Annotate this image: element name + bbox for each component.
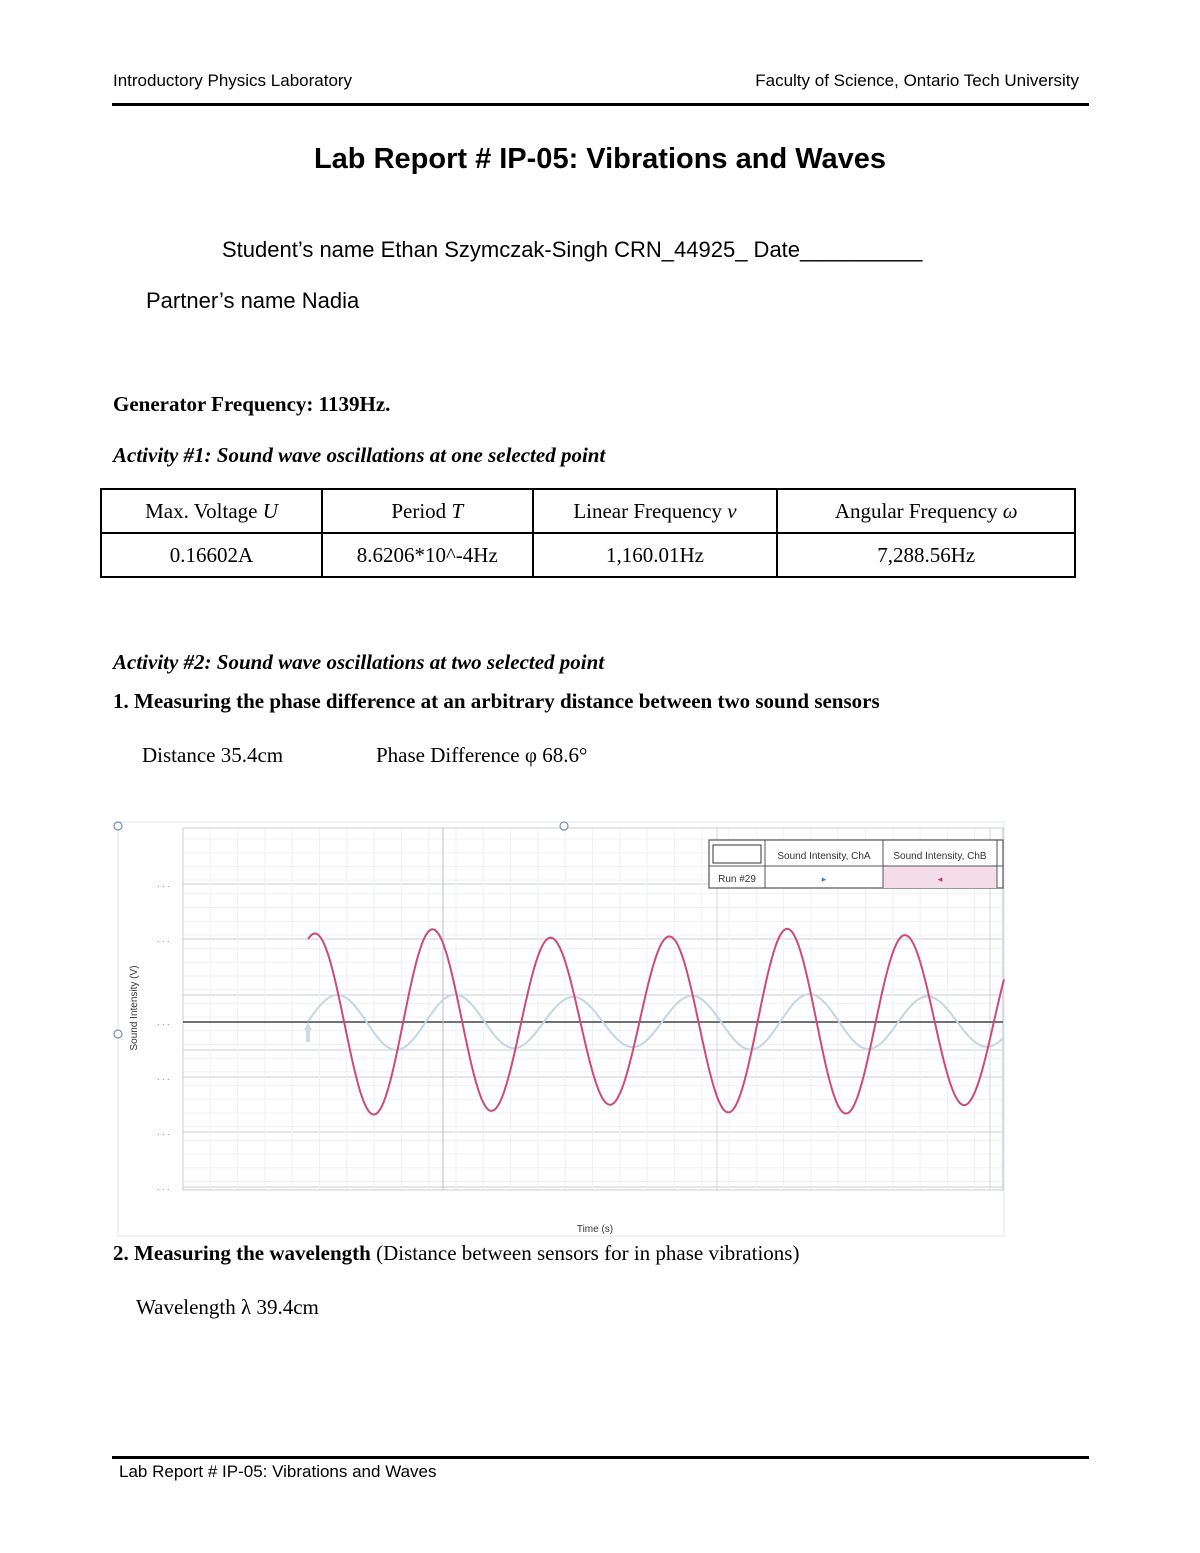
legend-run-label: Run #29 (718, 874, 756, 885)
legend-blank-cell (713, 845, 761, 863)
report-title: Lab Report # IP-05: Vibrations and Waves (313, 143, 887, 175)
y-tick-marker: . . . (157, 1182, 170, 1192)
y-tick-marker: . . . (157, 934, 170, 944)
resize-handle-top-left[interactable] (114, 822, 122, 830)
header-angular-frequency: Angular Frequency ω (777, 489, 1075, 533)
header-rule (112, 103, 1089, 106)
y-tick-marker: . . . (157, 879, 170, 889)
footer-rule (112, 1456, 1089, 1459)
header-period: Period T (322, 489, 533, 533)
generator-frequency: Generator Frequency: 1139Hz. (113, 392, 391, 416)
distance-value: Distance 35.4cm (142, 743, 284, 767)
legend-cha-marker-icon: ▸ (821, 875, 827, 885)
math-symbol: ν (727, 498, 737, 523)
phase-difference-value: Phase Difference φ 68.6° (376, 743, 588, 767)
header-faculty: Faculty of Science, Ontario Tech University (755, 71, 1079, 90)
student-name-line: Student’s name Ethan Szymczak-Singh CRN_44925_ Date__________ (222, 237, 923, 262)
x-axis-label: Time (s) (576, 1224, 614, 1235)
chart-legend (709, 840, 1003, 888)
footer-title: Lab Report # IP-05: Vibrations and Waves (119, 1462, 437, 1481)
y-tick-marker: . . . (157, 1127, 170, 1137)
activity1-table (100, 488, 1076, 578)
value-angular-frequency: 7,288.56Hz (777, 533, 1075, 577)
header-max-voltage: Max. Voltage U (101, 489, 322, 533)
value-linear-frequency: 1,160.01Hz (533, 533, 778, 577)
table-row (101, 533, 1075, 577)
sound-intensity-chart (113, 818, 1007, 1238)
legend-chb-marker-icon: ◂ (937, 875, 943, 885)
y-axis-label: Sound Intensity (V) (129, 965, 140, 1051)
partner-name-line: Partner’s name Nadia (146, 288, 360, 313)
y-tick-dots (157, 879, 170, 1192)
legend-cha-label: Sound Intensity, ChA (777, 851, 871, 862)
resize-handle-top[interactable] (560, 822, 568, 830)
step1-heading: 1. Measuring the phase difference at an arbitrary distance between two sound sensors (113, 689, 880, 713)
math-symbol: T (451, 498, 464, 523)
math-symbol: ω (1002, 498, 1018, 523)
axis-arrow-icon (304, 1022, 312, 1042)
header-course: Introductory Physics Laboratory (113, 71, 353, 90)
value-period: 8.6206*10^-4Hz (322, 533, 533, 577)
activity2-heading: Activity #2: Sound wave oscillations at two selected point (113, 650, 605, 674)
legend-chb-label: Sound Intensity, ChB (893, 851, 987, 862)
y-tick-marker: . . . (157, 1072, 170, 1082)
resize-handle-left[interactable] (114, 1030, 122, 1038)
y-tick-marker: . . . (157, 1017, 170, 1027)
step2-note: (Distance between sensors for in phase vibrations) (370, 1241, 800, 1265)
value-max-voltage: 0.16602A (101, 533, 322, 577)
math-symbol: U (262, 498, 278, 523)
activity1-heading: Activity #1: Sound wave oscillations at one selected point (113, 443, 606, 467)
table-header-row (101, 489, 1075, 533)
header-linear-frequency: Linear Frequency ν (533, 489, 778, 533)
wavelength-value: Wavelength λ 39.4cm (136, 1295, 319, 1319)
step2-heading (113, 1241, 799, 1266)
step2-bold: 2. Measuring the wavelength (113, 1241, 371, 1265)
